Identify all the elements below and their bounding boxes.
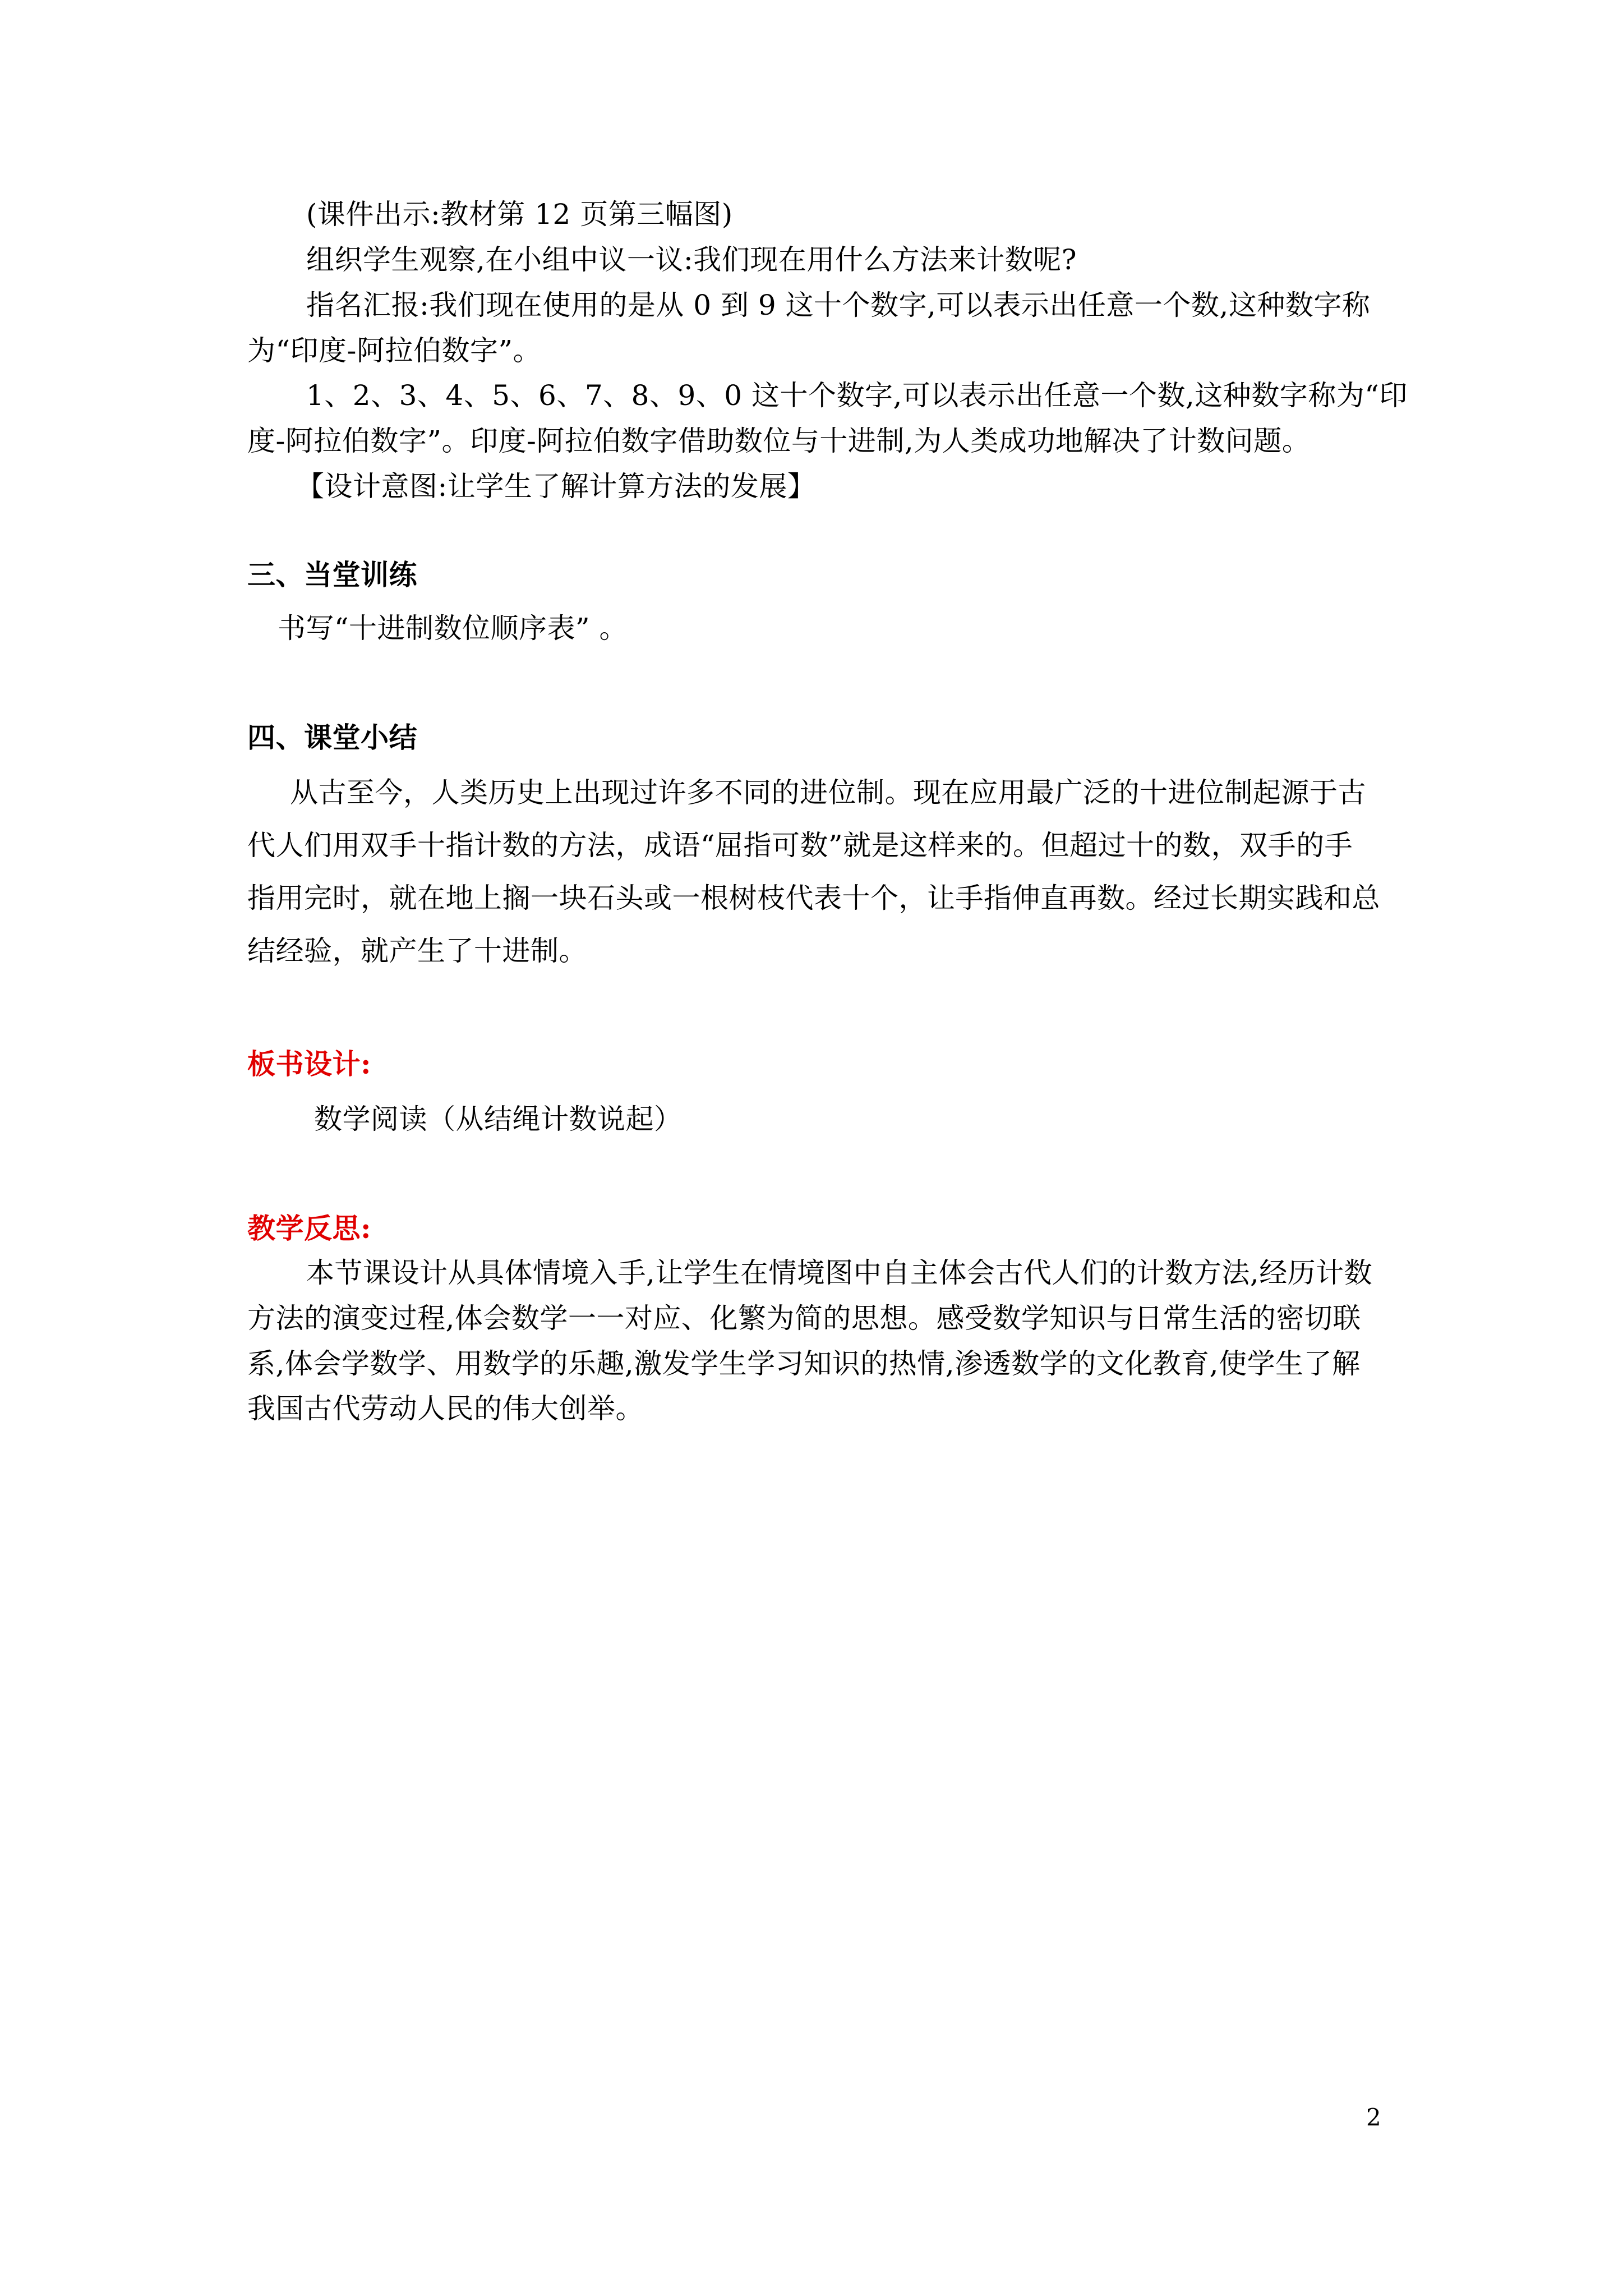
board-design-body: 数学阅读（从结绳计数说起） bbox=[314, 1103, 683, 1135]
reflection-heading: 教学反思: bbox=[247, 1212, 371, 1245]
report-line-2: 为“印度-阿拉伯数字”。 bbox=[247, 334, 542, 367]
reflection-line-1: 本节课设计从具体情境入手,让学生在情境图中自主体会古代人们的计数方法,经历计数 bbox=[306, 1257, 1373, 1289]
summary-line-2: 代人们用双手十指计数的方法，成语“屈指可数”就是这样来的。但超过十的数，双手的手 bbox=[247, 829, 1353, 862]
summary-line-3: 指用完时，就在地上搁一块石头或一根树枝代表十个，让手指伸直再数。经过长期实践和总 bbox=[247, 882, 1380, 914]
group-discussion-line: 组织学生观察,在小组中议一议:我们现在用什么方法来计数呢? bbox=[306, 243, 1077, 276]
summary-line-4: 结经验，就产生了十进制。 bbox=[247, 935, 587, 967]
page-number: 2 bbox=[1366, 2104, 1381, 2131]
report-line-1: 指名汇报:我们现在使用的是从 0 到 9 这十个数字,可以表示出任意一个数,这种数字称 bbox=[306, 289, 1371, 321]
board-design-heading: 板书设计: bbox=[247, 1047, 371, 1080]
reflection-line-4: 我国古代劳动人民的伟大创举。 bbox=[247, 1392, 644, 1425]
section4-heading: 四、课堂小结 bbox=[247, 721, 417, 754]
digits-line-2: 度-阿拉伯数字”。印度-阿拉伯数字借助数位与十进制,为人类成功地解决了计数问题。 bbox=[247, 425, 1311, 457]
design-intent: 【设计意图:让学生了解计算方法的发展】 bbox=[296, 470, 816, 503]
reflection-line-2: 方法的演变过程,体会数学一一对应、化繁为简的思想。感受数学知识与日常生活的密切联 bbox=[247, 1302, 1361, 1335]
courseware-note: (课件出示:教材第 12 页第三幅图) bbox=[306, 198, 733, 231]
summary-line-1: 从古至今，人类历史上出现过许多不同的进位制。现在应用最广泛的十进位制起源于古 bbox=[290, 776, 1366, 809]
digits-line-1: 1、2、3、4、5、6、7、8、9、0 这十个数字,可以表示出任意一个数,这种数字称为“印 bbox=[306, 379, 1408, 412]
reflection-line-3: 系,体会学数学、用数学的乐趣,激发学生学习知识的热情,渗透数学的文化教育,使学生了解 bbox=[247, 1347, 1361, 1380]
section3-body: 书写“十进制数位顺序表” 。 bbox=[278, 612, 628, 645]
section3-heading: 三、当堂训练 bbox=[247, 558, 417, 591]
